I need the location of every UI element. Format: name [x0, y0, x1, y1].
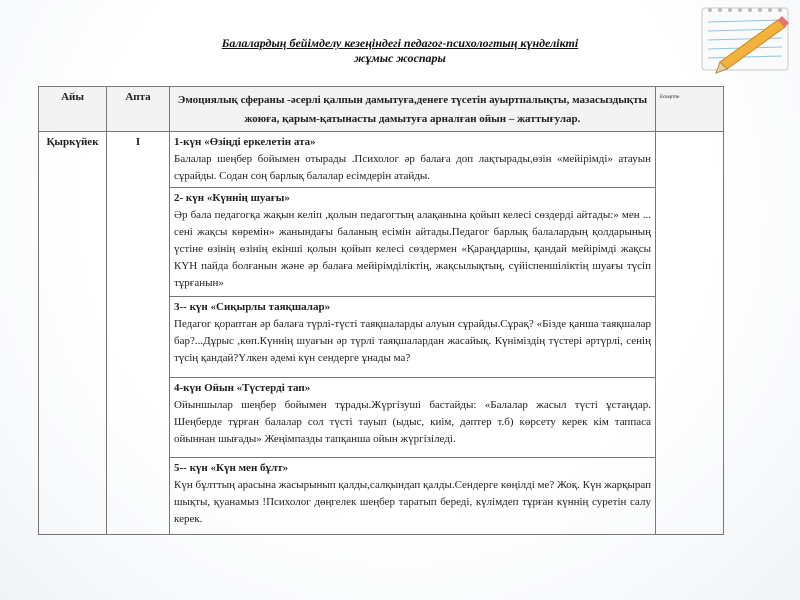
notebook-pencil-icon [690, 0, 800, 85]
day-text: Педагог қораптан әр балаға түрлі-түсті таяқшаларды алуын сұрайды.Сұрақ? «Бізде қанша таяқшалар бар?...Дұрыс ,көп.Күннің шуағын әр түрлі таяқшалардан жасайық. Күніміздің түстері әртүрлі, сенің түсің қандай?Үлкен әдемі күн сендерге ұнады ма? [174, 318, 651, 364]
day-title: 2- күн «Күннің шуағы» [174, 192, 290, 204]
month-cell: Қыркүйек [39, 132, 107, 535]
day-title: 1-күн «Өзіңді еркелетін ата» [174, 136, 316, 148]
plan-table [38, 86, 724, 535]
title-line-2: жұмыс жоспары [354, 51, 446, 65]
day-text: Әр бала педагогқа жақын келіп ,қолын педагогтың алақанына қойып келесі сөздерді айтады:» мен ... сені жақсы көремін» жанындағы баланың есімін айтады.Педагог барлық балалардың қолдарының үстіне өзінің өзінің екінші қолын қойып келесі сөздермен «Қараңдаршы, қандай мейірімді жақсы КҮН пайда болғанын және әр балаға мейірімділіктің, жақсылықтың, сүйіспеншіліктің шуағы түсіп тұрғанын» [174, 209, 651, 289]
title-line-1: Балалардың бейімделу кезеңіндегі педагог-психологтың күнделікті [221, 36, 579, 50]
day-text: Ойыншылар шеңбер бойымен тұрады.Жүргізуші бастайды: «Балалар жасыл түсті ұстаңдар. Шеңберде тұрған балалар сол түсті тауып (ыдыс, киім, дәптер т.б) көрсету керек кім таппаса ойыннан шығады» Жеңімпазды тапқанша ойын жүргізіледі. [174, 399, 651, 445]
day-cell [170, 188, 656, 297]
header-week: Апта [107, 87, 170, 132]
header-activities: Эмоциялық сфераны -әсерлі қалпын дамытуға,денеге түсетін ауыртпалықты, мазасыздықты жоюға, қарым-қатынасты дамытуға арналған ойын – жаттығулар. [170, 87, 656, 132]
header-month: Айы [39, 87, 107, 132]
day-text: Балалар шеңбер бойымен отырады .Психолог әр балаға доп лақтырады,өзін «мейірімді» атауын сұрайды. Содан соң барлық балалар есімдерін атайды. [174, 153, 651, 182]
day-cell [170, 378, 656, 458]
day-cell [170, 297, 656, 378]
header-note: Ескертпе [656, 87, 724, 132]
note-cell [656, 132, 724, 535]
day-title: 5-- күн «Күн мен бұлт» [174, 462, 289, 474]
day-title: 3-- күн «Сиқырлы таяқшалар» [174, 301, 331, 313]
day-title: 4-күн Ойын «Түстерді тап» [174, 382, 311, 394]
week-cell: I [107, 132, 170, 535]
day-cell [170, 458, 656, 535]
table-row [39, 132, 724, 188]
day-text: Күн бұлттың арасына жасырынып қалды,салқындап қалды.Сендерге көңілді ме? Жоқ. Күн жарқырап шықты, қуанамыз !Психолог дөңгелек шеңбер таратып береді, күлімдеп тұрған күннің суретін салу керек. [174, 479, 651, 525]
table-header-row [39, 87, 724, 132]
day-cell [170, 132, 656, 188]
page-title [150, 36, 650, 66]
